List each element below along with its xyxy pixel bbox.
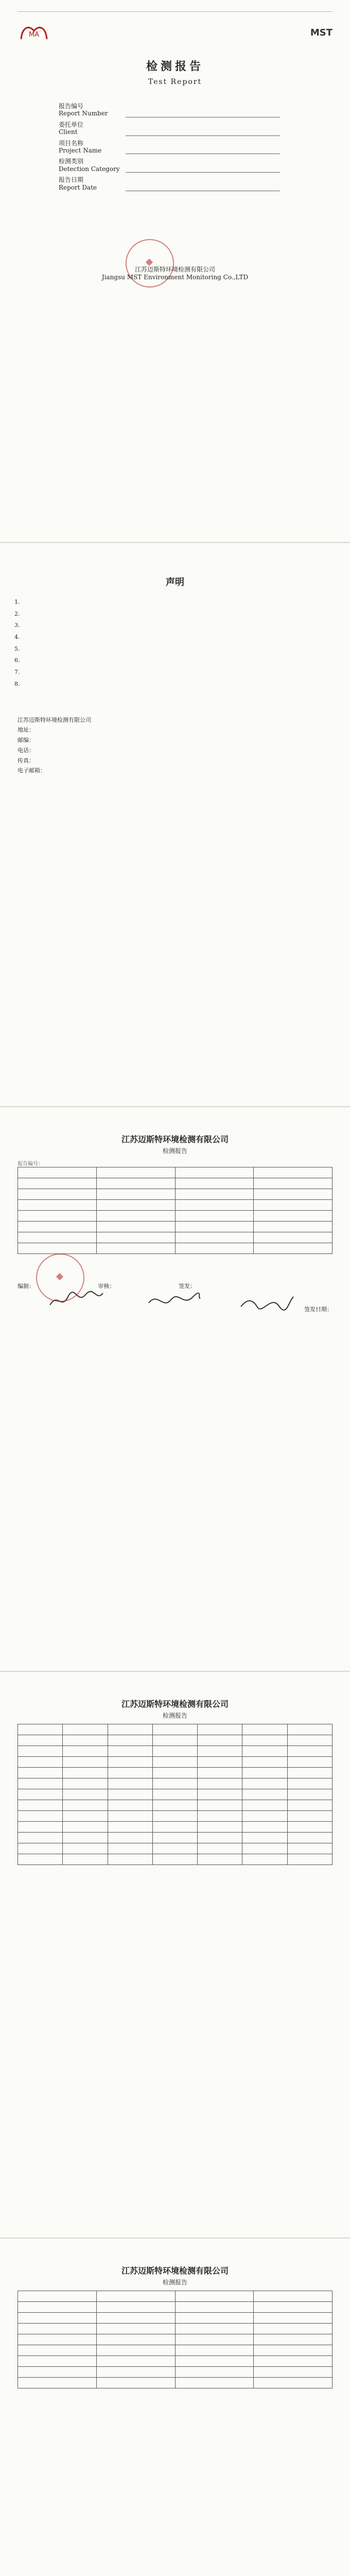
- table-header: [18, 1724, 63, 1735]
- report-no-label: 报告编号：: [18, 1161, 43, 1167]
- table-cell: [152, 1757, 197, 1768]
- table-header: [152, 1724, 197, 1735]
- table-row: [18, 1800, 332, 1811]
- table-cell: [254, 2367, 332, 2378]
- table-cell: [63, 1768, 108, 1778]
- field-value: [126, 182, 280, 191]
- report-title-en: Test Report: [148, 78, 202, 86]
- table-cell: [18, 1768, 63, 1778]
- table-cell: [96, 2367, 175, 2378]
- table-cell: [175, 1211, 254, 1222]
- table-cell: [18, 1811, 63, 1822]
- table-cell: [152, 1800, 197, 1811]
- field-label-cn: 项目名称: [59, 139, 84, 147]
- brand-text: MST: [310, 27, 332, 38]
- contact-postcode-row: [18, 735, 332, 745]
- table-cell: [287, 1768, 332, 1778]
- table-cell: [242, 1768, 287, 1778]
- table-cell: [152, 1854, 197, 1865]
- table-row: [18, 1167, 332, 1178]
- table-header: [18, 2291, 97, 2302]
- table-cell: [18, 1222, 97, 1232]
- table-cell: [287, 1757, 332, 1768]
- sampling-info-table: [18, 1167, 332, 1254]
- table-cell: [254, 2324, 332, 2334]
- table-cell: [287, 1822, 332, 1833]
- table-row: [18, 2334, 332, 2345]
- table-cell: [242, 1735, 287, 1746]
- table-cell: [108, 1822, 152, 1833]
- table-cell: [96, 1222, 175, 1232]
- table-cell: [63, 1800, 108, 1811]
- declaration-list: [22, 598, 332, 689]
- table-cell: [63, 1778, 108, 1789]
- table-cell: [96, 1211, 175, 1222]
- cover-field-row: [59, 121, 280, 136]
- table-cell: [175, 2356, 254, 2367]
- table-cell: [198, 1800, 242, 1811]
- table-row: [18, 2313, 332, 2324]
- field-label: [59, 121, 126, 136]
- table-cell: [198, 1757, 242, 1768]
- table-cell: [96, 2378, 175, 2388]
- table-header: [198, 1724, 242, 1735]
- cover-field-row: [59, 176, 280, 191]
- table-cell: [96, 1232, 175, 1243]
- table-cell: [287, 1735, 332, 1746]
- table-cell: [152, 1833, 197, 1843]
- cover-header: [18, 24, 332, 41]
- table-row: [18, 1243, 332, 1254]
- table-cell: [254, 1232, 332, 1243]
- brand-mark: [310, 27, 332, 38]
- page-results-1: [0, 1672, 350, 2239]
- table-cell: [152, 1735, 197, 1746]
- table-cell: [108, 1800, 152, 1811]
- field-label-cn: 检测类别: [59, 158, 84, 165]
- declaration-item: [22, 609, 332, 619]
- field-label-en: Project Name: [59, 146, 102, 154]
- field-label: [59, 103, 126, 117]
- table-row: [18, 1843, 332, 1854]
- table-cell: [18, 2334, 97, 2345]
- table-cell: [152, 1746, 197, 1757]
- table-row: [18, 2324, 332, 2334]
- page-results-2: [0, 2239, 350, 2576]
- table-cell: [254, 2313, 332, 2324]
- table-cell: [18, 2324, 97, 2334]
- table-cell: [18, 2356, 97, 2367]
- table-cell: [254, 1167, 332, 1178]
- table-cell: [18, 1822, 63, 1833]
- table-header-row: [18, 2291, 332, 2302]
- table-cell: [108, 1746, 152, 1757]
- table-cell: [63, 1822, 108, 1833]
- field-value: [126, 164, 280, 173]
- table-cell: [18, 1800, 63, 1811]
- table-cell: [18, 1854, 63, 1865]
- table-cell: [18, 1167, 97, 1178]
- table-cell: [287, 1811, 332, 1822]
- table-header: [96, 2291, 175, 2302]
- table-row: [18, 1746, 332, 1757]
- results1-title-en: 检测报告: [162, 1712, 187, 1719]
- table-cell: [198, 1778, 242, 1789]
- declaration-inner: [18, 561, 332, 1089]
- table-cell: [242, 1843, 287, 1854]
- table-cell: [198, 1833, 242, 1843]
- table-row: [18, 2345, 332, 2356]
- table-cell: [175, 2378, 254, 2388]
- logo-text: MA: [28, 31, 40, 39]
- table-row: [18, 1778, 332, 1789]
- table-cell: [287, 1833, 332, 1843]
- table-cell: [63, 1757, 108, 1768]
- sampling-page-title: [18, 1133, 332, 1155]
- sampling-title-cn: 江苏迈斯特环境检测有限公司: [121, 1134, 229, 1144]
- table-header: [287, 1724, 332, 1735]
- field-value: [126, 109, 280, 117]
- cover-field-row: [59, 140, 280, 155]
- table-cell: [96, 1200, 175, 1211]
- table-cell: [242, 1854, 287, 1865]
- table-cell: [18, 2378, 97, 2388]
- table-row: [18, 1789, 332, 1800]
- field-label-en: Report Number: [59, 110, 108, 117]
- field-label-en: Detection Category: [59, 165, 120, 173]
- table-cell: [175, 1232, 254, 1243]
- field-value: [126, 127, 280, 136]
- table-cell: [63, 1833, 108, 1843]
- table-cell: [175, 1178, 254, 1189]
- declaration-title: 声明: [166, 577, 184, 588]
- cma-logo: [18, 19, 50, 46]
- sampling-title-en: 检测报告: [162, 1147, 187, 1155]
- table-cell: [18, 1735, 63, 1746]
- table-cell: [198, 1735, 242, 1746]
- table-cell: [108, 1778, 152, 1789]
- table-row: [18, 1822, 332, 1833]
- table-row: [18, 1757, 332, 1768]
- table-cell: [108, 1833, 152, 1843]
- top-rule: [18, 11, 332, 12]
- table-cell: [287, 1854, 332, 1865]
- table-cell: [254, 1189, 332, 1200]
- table-header: [108, 1724, 152, 1735]
- table-row: [18, 1854, 332, 1865]
- table-row: [18, 1178, 332, 1189]
- compiled-label: 编制：: [18, 1283, 34, 1290]
- table-cell: [96, 1189, 175, 1200]
- declaration-item: [22, 680, 332, 689]
- table-cell: [18, 1843, 63, 1854]
- table-cell: [242, 1811, 287, 1822]
- table-cell: [96, 2302, 175, 2313]
- table-header: [254, 2291, 332, 2302]
- field-label: [59, 158, 126, 173]
- table-cell: [96, 2324, 175, 2334]
- table-cell: [175, 2302, 254, 2313]
- table-cell: [63, 1735, 108, 1746]
- table-cell: [242, 1746, 287, 1757]
- table-cell: [175, 2367, 254, 2378]
- table-cell: [152, 1768, 197, 1778]
- table-cell: [96, 2345, 175, 2356]
- field-label-cn: 委托单位: [59, 121, 84, 128]
- table-cell: [254, 1200, 332, 1211]
- cover-company: [18, 265, 332, 281]
- results1-inner: [18, 1689, 332, 2220]
- table-cell: [254, 2302, 332, 2313]
- table-cell: [287, 1843, 332, 1854]
- results2-title-en: 检测报告: [162, 2279, 187, 2286]
- table-cell: [198, 1768, 242, 1778]
- report-title-cn: 检测报告: [146, 60, 204, 73]
- table-row: [18, 2367, 332, 2378]
- table-row: [18, 2378, 332, 2388]
- signature-checker: [146, 1291, 203, 1311]
- table-cell: [18, 1243, 97, 1254]
- table-cell: [96, 1167, 175, 1178]
- table-cell: [96, 2356, 175, 2367]
- table-cell: [198, 1746, 242, 1757]
- approved-label: 签发：: [179, 1283, 196, 1290]
- field-label-en: Client: [59, 128, 78, 136]
- table-cell: [175, 2313, 254, 2324]
- table-cell: [18, 1833, 63, 1843]
- table-cell: [18, 1200, 97, 1211]
- results1-title-cn: 江苏迈斯特环境检测有限公司: [121, 1699, 229, 1709]
- table-cell: [198, 1822, 242, 1833]
- table-cell: [242, 1789, 287, 1800]
- field-label-cn: 报告编号: [59, 103, 84, 110]
- table-header: [175, 2291, 254, 2302]
- table-cell: [18, 1789, 63, 1800]
- results2-title: [18, 2264, 332, 2286]
- table-header-row: [18, 1724, 332, 1735]
- table-cell: [198, 1811, 242, 1822]
- table-cell: [108, 1811, 152, 1822]
- table-cell: [175, 2334, 254, 2345]
- page-declaration: [0, 543, 350, 1107]
- cover-title: [18, 58, 332, 86]
- table-cell: [96, 2334, 175, 2345]
- table-cell: [108, 1843, 152, 1854]
- table-cell: [175, 1167, 254, 1178]
- declaration-item: [22, 645, 332, 654]
- table-cell: [18, 1178, 97, 1189]
- page-sampling-info: [0, 1107, 350, 1672]
- table-cell: [175, 1222, 254, 1232]
- results2-table: [18, 2291, 332, 2388]
- table-row: [18, 1232, 332, 1243]
- table-cell: [63, 1843, 108, 1854]
- field-label: [59, 176, 126, 191]
- table-row: [18, 1833, 332, 1843]
- table-cell: [198, 1854, 242, 1865]
- table-header: [63, 1724, 108, 1735]
- page-cover: [0, 0, 350, 543]
- sampling-report-no: [18, 1159, 332, 1167]
- table-cell: [152, 1843, 197, 1854]
- table-cell: [198, 1789, 242, 1800]
- table-row: [18, 2356, 332, 2367]
- table-cell: [18, 1757, 63, 1768]
- table-cell: [254, 2345, 332, 2356]
- table-cell: [242, 1833, 287, 1843]
- contact-company: 江苏迈斯特环境检测有限公司: [18, 716, 91, 723]
- declaration-item: [22, 668, 332, 677]
- table-cell: [198, 1843, 242, 1854]
- company-name-cn: 江苏迈斯特环境检测有限公司: [134, 266, 215, 273]
- table-row: [18, 1768, 332, 1778]
- table-cell: [242, 1757, 287, 1768]
- contact-address-row: [18, 725, 332, 735]
- issue-date-row: [304, 1305, 332, 1313]
- table-cell: [63, 1854, 108, 1865]
- table-cell: [175, 1189, 254, 1200]
- table-cell: [175, 1200, 254, 1211]
- table-cell: [108, 1757, 152, 1768]
- cover-field-row: [59, 103, 280, 117]
- field-value: [126, 145, 280, 154]
- table-cell: [18, 2345, 97, 2356]
- cover-field-row: [59, 158, 280, 173]
- cover-inner: [18, 18, 332, 524]
- table-cell: [175, 2345, 254, 2356]
- table-row: [18, 1222, 332, 1232]
- table-cell: [254, 2356, 332, 2367]
- table-cell: [175, 1243, 254, 1254]
- results1-table: [18, 1724, 332, 1865]
- results2-title-cn: 江苏迈斯特环境检测有限公司: [121, 2266, 229, 2276]
- table-row: [18, 1735, 332, 1746]
- field-label-en: Report Date: [59, 183, 97, 191]
- phone-label: 电话：: [18, 747, 34, 754]
- cover-fields: [59, 103, 280, 195]
- table-cell: [63, 1746, 108, 1757]
- table-cell: [254, 2334, 332, 2345]
- email-label: 电子邮箱：: [18, 767, 46, 774]
- table-cell: [242, 1822, 287, 1833]
- table-cell: [18, 1746, 63, 1757]
- table-cell: [152, 1778, 197, 1789]
- checked-label: 审核：: [98, 1283, 115, 1290]
- table-row: [18, 1811, 332, 1822]
- table-cell: [108, 1735, 152, 1746]
- contact-phone-row: [18, 745, 332, 756]
- issue-date-label: 签发日期：: [304, 1306, 332, 1313]
- table-cell: [108, 1854, 152, 1865]
- field-label: [59, 140, 126, 155]
- table-cell: [96, 1243, 175, 1254]
- table-cell: [175, 2324, 254, 2334]
- table-cell: [18, 1232, 97, 1243]
- contact-block: [18, 715, 332, 776]
- table-cell: [63, 1789, 108, 1800]
- table-row: [18, 1200, 332, 1211]
- table-cell: [254, 1211, 332, 1222]
- table-cell: [242, 1778, 287, 1789]
- table-cell: [242, 1800, 287, 1811]
- declaration-item: [22, 656, 332, 666]
- table-row: [18, 1189, 332, 1200]
- declaration-item: [22, 633, 332, 642]
- table-cell: [287, 1789, 332, 1800]
- table-cell: [96, 2313, 175, 2324]
- table-cell: [254, 2378, 332, 2388]
- table-cell: [152, 1789, 197, 1800]
- table-cell: [18, 2302, 97, 2313]
- table-cell: [287, 1800, 332, 1811]
- table-cell: [18, 1778, 63, 1789]
- table-cell: [18, 2367, 97, 2378]
- table-cell: [287, 1778, 332, 1789]
- results1-title: [18, 1698, 332, 1720]
- table-row: [18, 1211, 332, 1222]
- results2-inner: [18, 2256, 332, 2576]
- table-cell: [108, 1768, 152, 1778]
- table-cell: [152, 1822, 197, 1833]
- field-label-cn: 报告日期: [59, 176, 84, 184]
- table-cell: [108, 1789, 152, 1800]
- cma-logo-icon: [18, 21, 50, 44]
- table-header: [242, 1724, 287, 1735]
- table-cell: [254, 1222, 332, 1232]
- fax-label: 传真：: [18, 757, 34, 764]
- table-cell: [18, 1189, 97, 1200]
- contact-fax-row: [18, 756, 332, 766]
- table-cell: [287, 1746, 332, 1757]
- report-seal: [36, 1253, 84, 1302]
- postcode-label: 邮编：: [18, 737, 34, 744]
- table-cell: [63, 1811, 108, 1822]
- contact-email-row: [18, 766, 332, 776]
- address-label: 地址：: [18, 726, 34, 734]
- table-row: [18, 2302, 332, 2313]
- table-cell: [18, 2313, 97, 2324]
- table-cell: [152, 1811, 197, 1822]
- declaration-item: [22, 621, 332, 631]
- table-cell: [254, 1178, 332, 1189]
- table-cell: [254, 1243, 332, 1254]
- table-cell: [18, 1211, 97, 1222]
- table-cell: [96, 1178, 175, 1189]
- company-name-en: Jiangsu MST Environment Monitoring Co.,LTD: [101, 274, 249, 281]
- signature-approver: [239, 1292, 295, 1313]
- declaration-item: [22, 598, 332, 607]
- sampling-inner: [18, 1125, 332, 1653]
